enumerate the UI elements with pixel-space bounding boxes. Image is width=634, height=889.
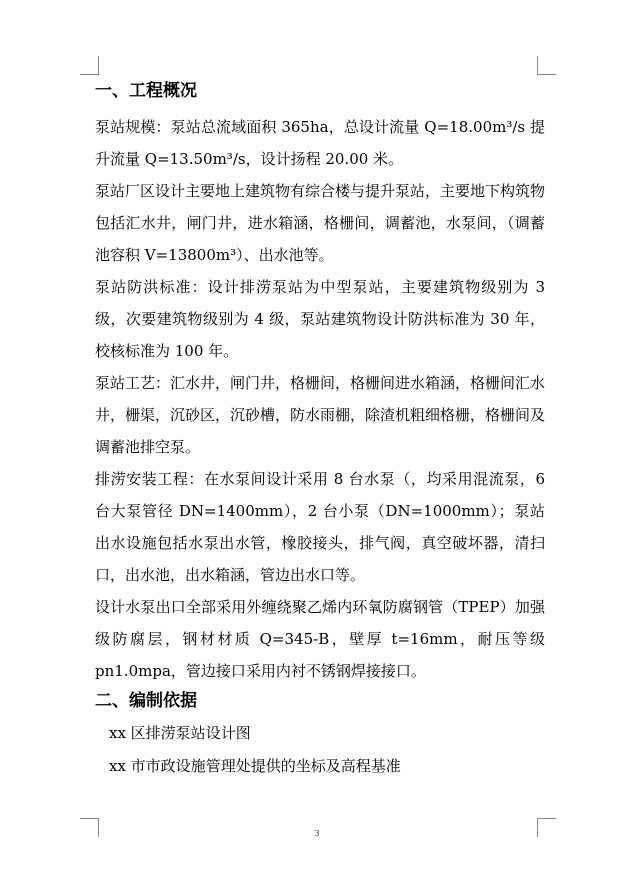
paragraph-pipe-design: 设计水泵出口全部采用外缠绕聚乙烯内环氧防腐钢管（TPEP）加强级防腐层，钢材材质 Q=345-B，壁厚 t=16mm，耐压等级 pn1.0mpa，管边接口采用内衬不锈钢焊接接口。 bbox=[95, 598, 545, 680]
list-item-basis-coordinates: xx 市市政设施管理处提供的坐标及高程基准 bbox=[109, 757, 401, 775]
paragraph-flood-standard: 泵站防洪标准：设计排涝泵站为中型泵站，主要建筑物级别为 3 级，次要建筑物级别为 4 级，泵站建筑物设计防洪标准为 30 年，校核标准为 100 年。 bbox=[95, 278, 545, 360]
paragraph-plant-structures: 泵站厂区设计主要地上建筑物有综合楼与提升泵站，主要地下构筑物包括汇水井，闸门井，进水箱涵，格栅间，调蓄池，水泵间，（调蓄池容积 V=13800m³）、出水池等。 bbox=[95, 182, 546, 264]
crop-mark-top-left bbox=[80, 56, 99, 75]
paragraph-process: 泵站工艺：汇水井，闸门井，格栅间，格栅间进水箱涵，格栅间汇水井，栅渠，沉砂区，沉砂槽，防水雨棚，除渣机粗细格栅，格栅间及调蓄池排空泵。 bbox=[95, 374, 546, 456]
crop-mark-top-right bbox=[537, 56, 556, 75]
list-item-basis-design-drawings: xx 区排涝泵站设计图 bbox=[109, 724, 251, 742]
paragraph-pump-station-scale: 泵站规模：泵站总流域面积 365ha，总设计流量 Q=18.00m³/s 提升流量 Q=13.50m³/s，设计扬程 20.00 米。 bbox=[95, 118, 545, 168]
document-body bbox=[95, 80, 545, 783]
section-project-overview bbox=[95, 80, 545, 687]
section-heading-compilation-basis: 二、编制依据 bbox=[95, 691, 197, 711]
paragraph-drainage-installation: 排涝安装工程：在水泵间设计采用 8 台水泵（，均采用混流泵，6 台大泵管径 DN=1400mm），2 台小泵（DN=1000mm）；泵站出水设施包括水泵出水管，橡胶接头，排气阀，真空破坏器，清扫口，出水池，出水箱涵，管边出水口等。 bbox=[95, 470, 545, 584]
page-number: 3 bbox=[314, 829, 320, 838]
section-compilation-basis bbox=[95, 690, 545, 783]
section-heading-project-overview: 一、工程概况 bbox=[95, 81, 197, 101]
